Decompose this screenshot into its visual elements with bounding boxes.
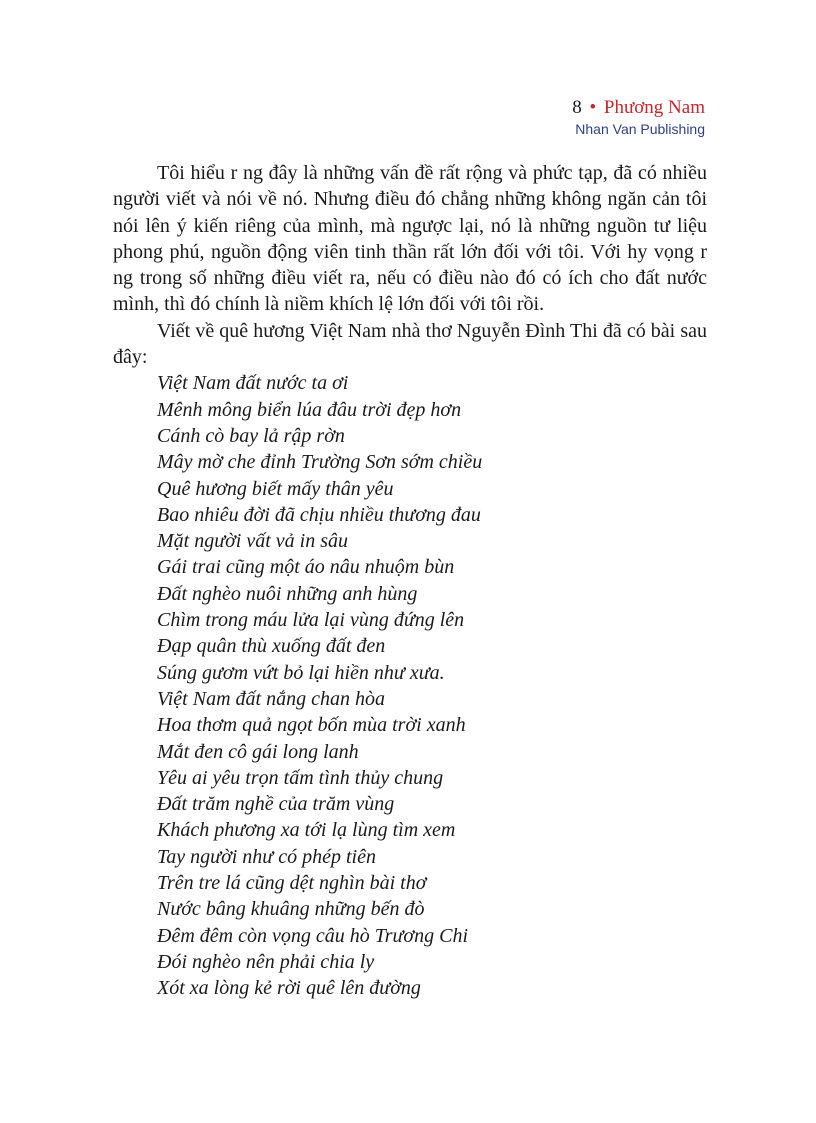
header-title-line bbox=[572, 97, 705, 119]
poem-line: Xót xa lòng kẻ rời quê lên đường bbox=[157, 977, 421, 1000]
running-header bbox=[572, 97, 705, 138]
body-paragraph: Viết về quê hương Việt Nam nhà thơ Nguyễn Đình Thi đã có bài sau đây: bbox=[113, 319, 707, 369]
header-bullet: • bbox=[589, 97, 597, 118]
poem-line: Nước bâng khuâng những bến đò bbox=[157, 898, 425, 921]
poem-line: Yêu ai yêu trọn tấm tình thủy chung bbox=[157, 766, 444, 789]
poem-line: Hoa thơm quả ngọt bốn mùa trời xanh bbox=[157, 714, 466, 737]
poem-line: Việt Nam đất nước ta ơi bbox=[157, 372, 349, 395]
poem-line: Đói nghèo nên phải chia ly bbox=[157, 950, 375, 973]
page-number: 8 bbox=[572, 97, 582, 118]
header-publisher: Nhan Van Publishing bbox=[575, 121, 705, 137]
poem-line: Quê hương biết mấy thân yêu bbox=[157, 477, 394, 500]
header-author: Phương Nam bbox=[603, 97, 705, 118]
poem-block bbox=[113, 370, 707, 1001]
poem-line: Đạp quân thù xuống đất đen bbox=[157, 635, 386, 658]
poem-line: Mênh mông biển lúa đâu trời đẹp hơn bbox=[157, 398, 462, 421]
page-body bbox=[113, 160, 707, 1002]
poem-line: Mây mờ che đỉnh Trường Sơn sớm chiều bbox=[157, 451, 483, 474]
poem-line: Mặt người vất vả in sâu bbox=[157, 530, 349, 553]
body-paragraph: Tôi hiểu r ng đây là những vấn đề rất rộng và phức tạp, đã có nhiều người viết và nói về nó. Nhưng điều đó chẳng những không ngăn cản tôi nói lên ý kiến riêng của mình, mà ngược lại, nó là những nguồn tư liệu phong phú, nguồn động viên tinh thần rất lớn đối với tôi. Với hy vọng r ng trong số những điều viết ra, nếu có điều nào đó có ích cho đất nước mình, thì đó chính là niềm khích lệ lớn đối với tôi rồi. bbox=[113, 162, 707, 316]
poem-line: Chìm trong máu lửa lại vùng đứng lên bbox=[157, 609, 465, 632]
poem-line: Khách phương xa tới lạ lùng tìm xem bbox=[157, 819, 456, 842]
poem-line: Tay người như có phép tiên bbox=[157, 845, 376, 868]
poem-line: Bao nhiêu đời đã chịu nhiều thương đau bbox=[157, 503, 481, 526]
poem-line: Trên tre lá cũng dệt nghìn bài thơ bbox=[157, 872, 427, 895]
poem-line: Cánh cò bay lả rập rờn bbox=[157, 424, 345, 447]
poem-line: Súng gươm vứt bỏ lại hiền như xưa. bbox=[157, 661, 445, 684]
poem-line: Mắt đen cô gái long lanh bbox=[157, 740, 359, 763]
poem-line: Đất trăm nghề của trăm vùng bbox=[157, 793, 395, 816]
poem-line: Việt Nam đất nắng chan hòa bbox=[157, 687, 385, 710]
poem-line: Đất nghèo nuôi những anh hùng bbox=[157, 582, 418, 605]
poem-line: Gái trai cũng một áo nâu nhuộm bùn bbox=[157, 556, 455, 579]
poem-line: Đêm đêm còn vọng câu hò Trương Chi bbox=[157, 924, 468, 947]
